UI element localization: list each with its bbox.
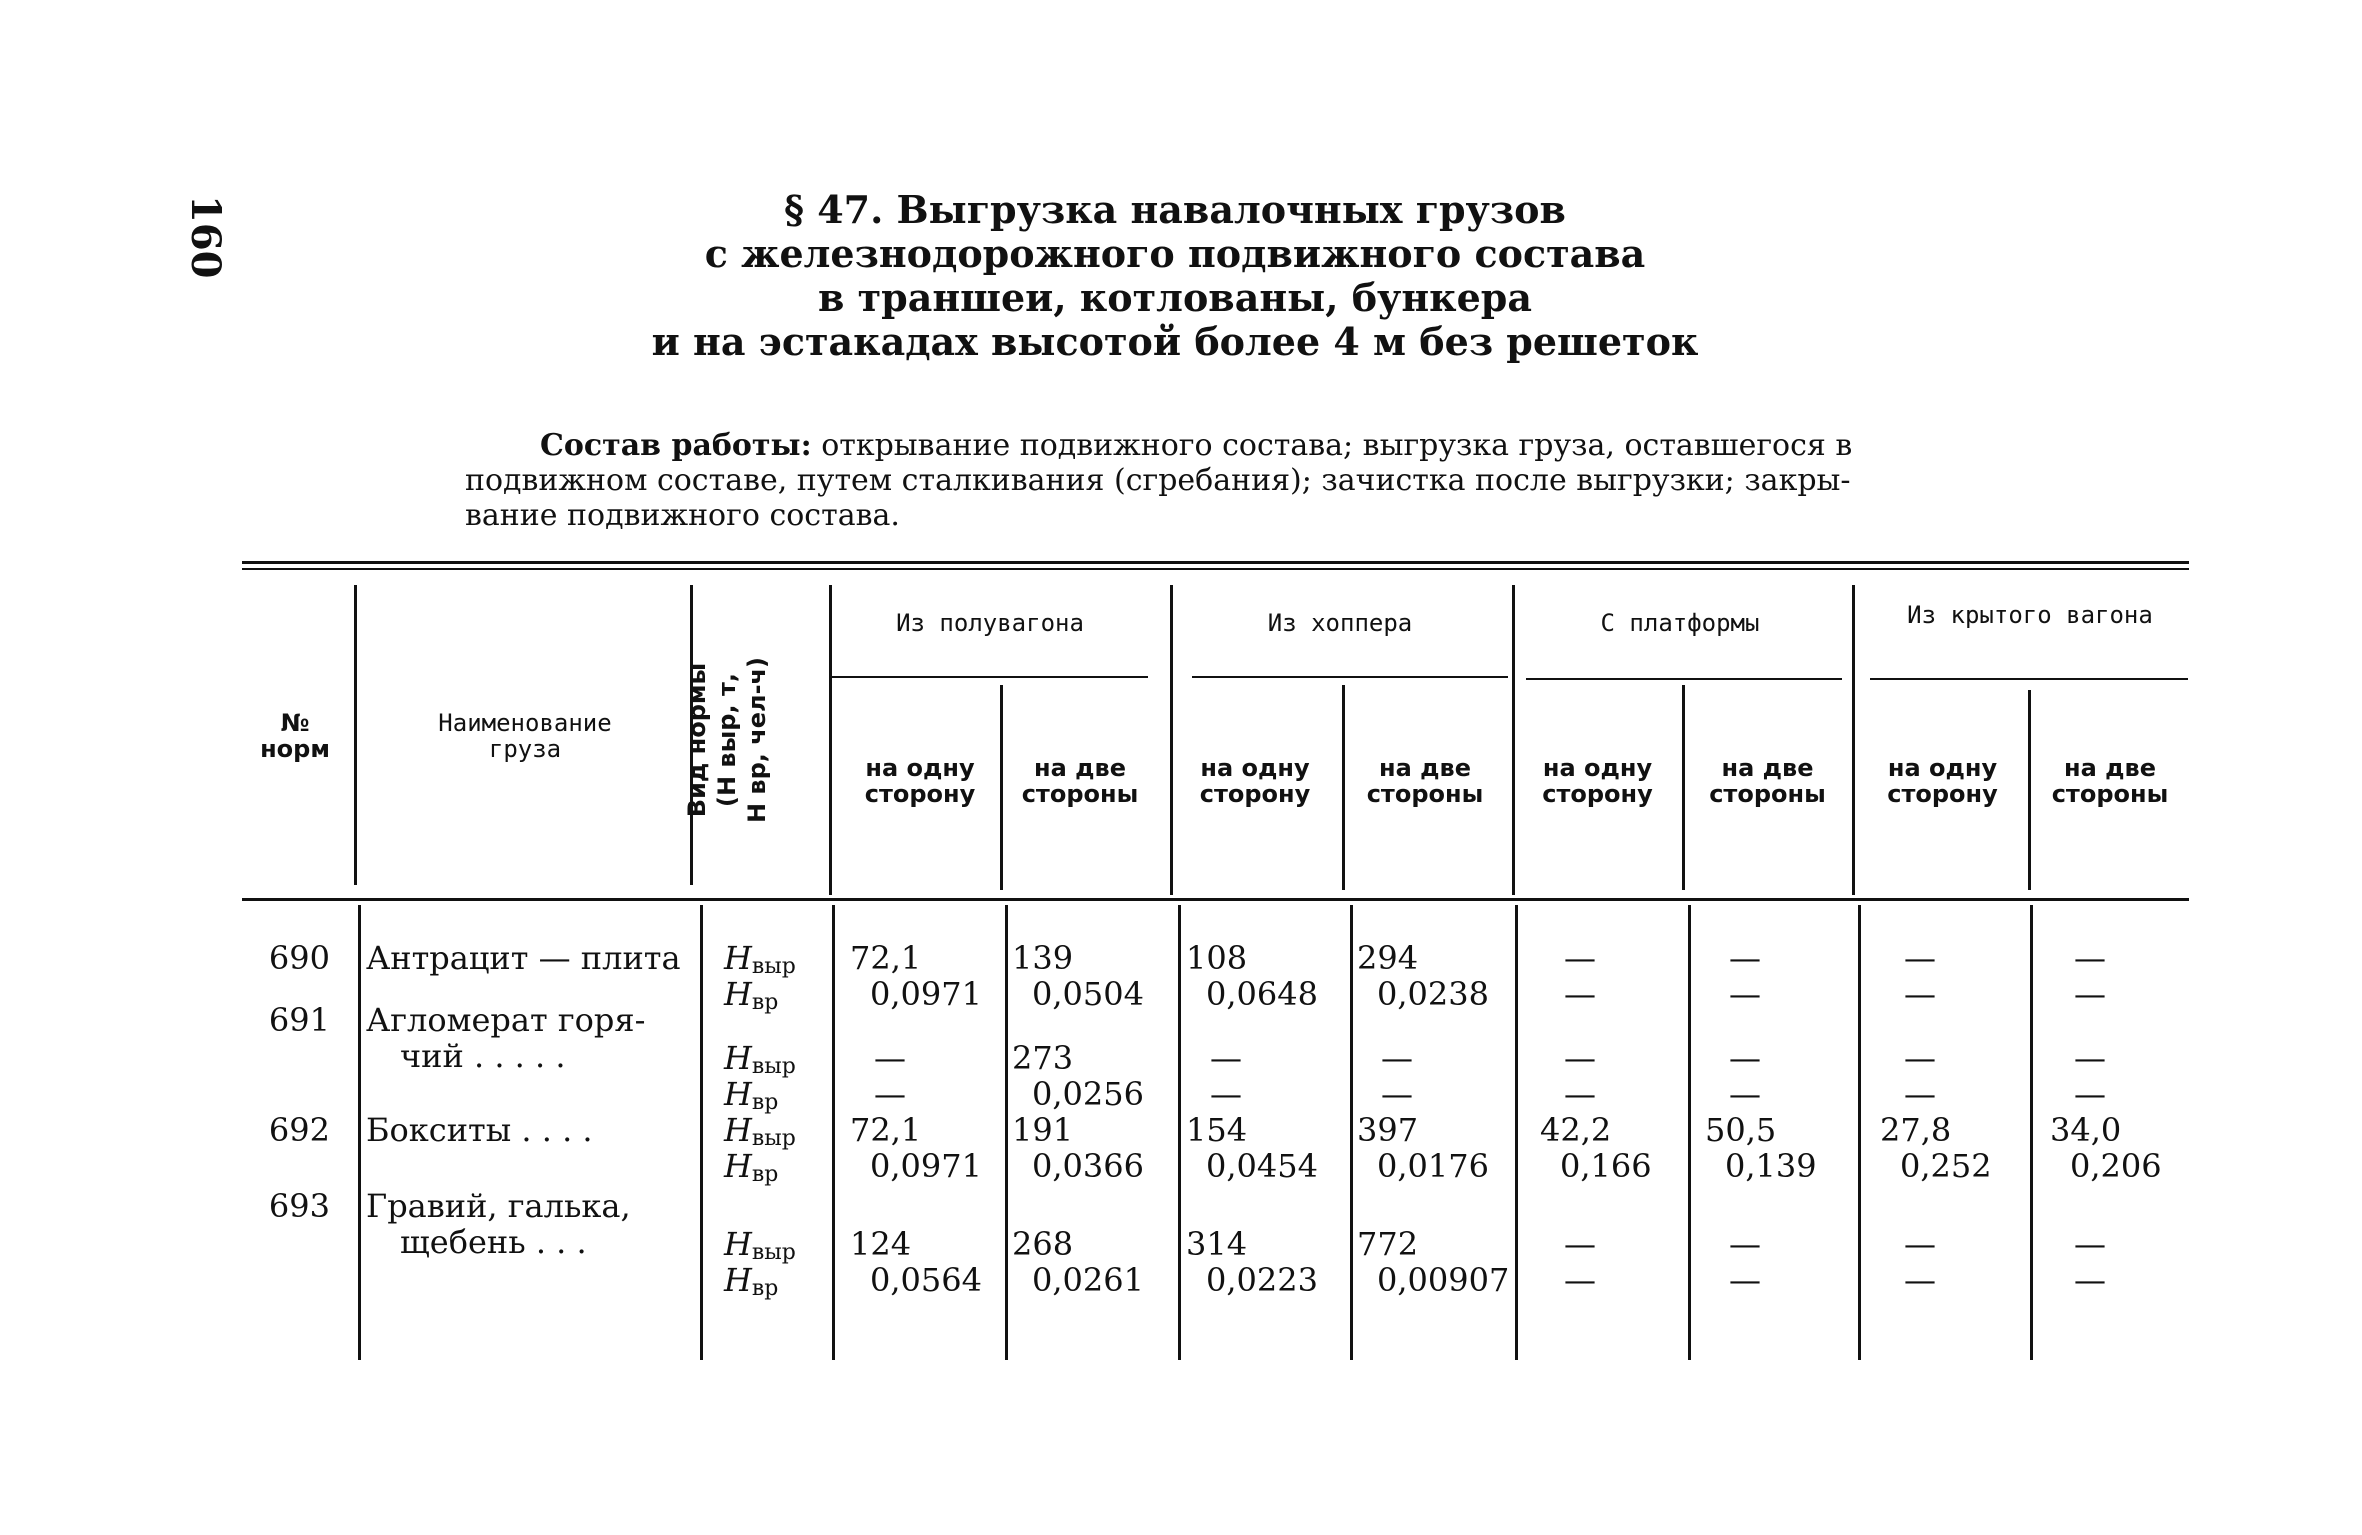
output-value: 191 xyxy=(1012,1111,1074,1149)
norm-kind-time xyxy=(724,1262,778,1307)
time-value: 0,166 xyxy=(1560,1147,1652,1185)
column-divider xyxy=(2028,690,2031,890)
column-divider xyxy=(1688,905,1691,1360)
norm-kind-line: (Н выр, т, xyxy=(713,673,741,807)
header-two-sides: на две стороны xyxy=(1709,754,1826,808)
time-value: — xyxy=(2074,1075,2106,1113)
norm-kind-output-letter: Н xyxy=(724,1039,752,1077)
time-value: 0,0971 xyxy=(870,1147,982,1185)
output-value: 50,5 xyxy=(1705,1111,1777,1149)
group-rule xyxy=(1870,678,2188,680)
output-value: 34,0 xyxy=(2050,1111,2122,1149)
title-line: § 47. Выгрузка навалочных грузов xyxy=(784,187,1566,232)
header-two-sides: на две стороны xyxy=(1366,754,1484,808)
time-value: 0,0238 xyxy=(1377,975,1489,1013)
work-line xyxy=(465,428,1975,463)
output-value: — xyxy=(2074,1225,2106,1263)
column-divider xyxy=(1682,685,1685,890)
column-divider xyxy=(1342,685,1345,890)
output-value: — xyxy=(1564,1225,1596,1263)
output-value: 72,1 xyxy=(850,939,922,977)
column-divider xyxy=(1178,905,1181,1360)
header-norm-no: № норм xyxy=(260,709,330,763)
time-value: — xyxy=(874,1075,906,1113)
output-value: — xyxy=(1904,1039,1936,1077)
time-value: — xyxy=(2074,975,2106,1013)
column-divider xyxy=(832,905,835,1360)
column-divider xyxy=(1170,585,1173,895)
work-description xyxy=(465,428,1975,533)
output-value: 42,2 xyxy=(1540,1111,1612,1149)
norm-kind-output-subscript: выр xyxy=(751,1240,796,1265)
time-value: 0,0648 xyxy=(1206,975,1318,1013)
time-value: — xyxy=(1564,1075,1596,1113)
column-divider xyxy=(2030,905,2033,1360)
time-value: — xyxy=(1210,1075,1242,1113)
time-value: — xyxy=(1904,975,1936,1013)
norm-kind-output-subscript: выр xyxy=(751,1126,796,1151)
output-value: — xyxy=(2074,939,2106,977)
header-group-semiwagon: Из полувагона xyxy=(896,609,1084,637)
time-value: 0,0366 xyxy=(1032,1147,1144,1185)
output-value: — xyxy=(1729,939,1761,977)
work-line: вание подвижного состава. xyxy=(465,498,900,533)
time-value: 0,0971 xyxy=(870,975,982,1013)
norm-kind-line: Вид нормы xyxy=(683,662,711,818)
section-title xyxy=(600,188,1750,364)
norm-kind-time-letter: Н xyxy=(724,1075,752,1113)
time-value: — xyxy=(2074,1261,2106,1299)
time-value: — xyxy=(1729,1261,1761,1299)
norm-kind-time xyxy=(724,1148,778,1193)
header-one-side: на одну сторону xyxy=(1199,754,1311,808)
output-value: 397 xyxy=(1357,1111,1419,1149)
output-value: 772 xyxy=(1357,1225,1419,1263)
norm-kind-time xyxy=(724,976,778,1021)
group-rule xyxy=(832,676,1148,678)
norm-number: 693 xyxy=(268,1187,330,1225)
output-value: 154 xyxy=(1186,1111,1248,1149)
cargo-name: Антрацит — плита xyxy=(366,939,681,977)
norm-kind-output-letter: Н xyxy=(724,939,752,977)
output-value: 273 xyxy=(1012,1039,1074,1077)
group-rule xyxy=(1526,678,1842,680)
output-value: — xyxy=(1904,939,1936,977)
header-group-platform: С платформы xyxy=(1600,609,1760,637)
header-group-hopper: Из хоппера xyxy=(1267,609,1413,637)
norm-number: 691 xyxy=(268,1001,330,1039)
column-divider xyxy=(1852,585,1855,895)
time-value: 0,0176 xyxy=(1377,1147,1489,1185)
norm-number: 690 xyxy=(268,939,330,977)
header-one-side: на одну сторону xyxy=(1542,754,1653,808)
cargo-name: Бокситы . . . . xyxy=(366,1111,593,1149)
time-value: — xyxy=(1729,1075,1761,1113)
norm-kind-time-subscript: вр xyxy=(751,990,779,1015)
norm-kind-output-subscript: выр xyxy=(751,954,796,979)
work-label: Состав работы: xyxy=(540,428,812,463)
output-value: — xyxy=(874,1039,906,1077)
title-line: и на эстакадах высотой более 4 м без решеток xyxy=(651,319,1699,364)
time-value: — xyxy=(1904,1261,1936,1299)
output-value: — xyxy=(1381,1039,1413,1077)
output-value: — xyxy=(1729,1039,1761,1077)
column-divider xyxy=(829,585,832,895)
work-text: открывание подвижного состава; выгрузка груза, оставшегося в xyxy=(821,428,1853,463)
title-line: в траншеи, котлованы, бункера xyxy=(817,275,1532,320)
group-rule xyxy=(1192,676,1508,678)
output-value: 294 xyxy=(1357,939,1419,977)
column-divider xyxy=(1350,905,1353,1360)
time-value: 0,0223 xyxy=(1206,1261,1318,1299)
header-two-sides: на две стороны xyxy=(1021,754,1139,808)
output-value: 124 xyxy=(850,1225,912,1263)
cargo-name-cont: чий . . . . . xyxy=(400,1037,566,1075)
column-divider xyxy=(354,585,357,885)
page-number: 160 xyxy=(182,195,229,279)
time-value: 0,0454 xyxy=(1206,1147,1318,1185)
time-value: — xyxy=(1564,1261,1596,1299)
output-value: — xyxy=(1564,1039,1596,1077)
output-value: — xyxy=(1904,1225,1936,1263)
time-value: — xyxy=(1564,975,1596,1013)
time-value: 0,0504 xyxy=(1032,975,1144,1013)
time-value: 0,0256 xyxy=(1032,1075,1144,1113)
header-cargo-name: Наименование груза xyxy=(438,709,612,763)
column-divider xyxy=(358,905,361,1360)
table-top-rule xyxy=(242,561,2189,564)
column-divider xyxy=(700,905,703,1360)
output-value: 268 xyxy=(1012,1225,1074,1263)
header-bottom-rule xyxy=(242,898,2189,901)
norm-kind-output-letter: Н xyxy=(724,1225,752,1263)
norm-kind-time-subscript: вр xyxy=(751,1162,779,1187)
output-value: — xyxy=(2074,1039,2106,1077)
time-value: 0,0564 xyxy=(870,1261,982,1299)
norm-kind-output-subscript: выр xyxy=(751,1054,796,1079)
cargo-name: Гравий, галька, xyxy=(366,1187,631,1225)
cargo-name: Агломерат горя- xyxy=(366,1001,646,1039)
work-line: подвижном составе, путем сталкивания (сгребания); зачистка после выгрузки; закры- xyxy=(465,463,1851,498)
output-value: — xyxy=(1210,1039,1242,1077)
norm-kind-time-letter: Н xyxy=(724,1147,752,1185)
title-line: с железнодорожного подвижного состава xyxy=(704,231,1646,276)
norm-kind-time-subscript: вр xyxy=(751,1090,779,1115)
header-norm-kind xyxy=(682,610,802,870)
table-top-rule-thin xyxy=(242,568,2189,570)
output-value: 108 xyxy=(1186,939,1248,977)
norm-kind-line: Н вр, чел-ч) xyxy=(743,656,771,824)
time-value: — xyxy=(1381,1075,1413,1113)
header-one-side: на одну сторону xyxy=(1887,754,1998,808)
header-group-covered: Из крытого вагона xyxy=(1907,601,2153,629)
column-divider xyxy=(1000,685,1003,890)
time-value: — xyxy=(1904,1075,1936,1113)
output-value: — xyxy=(1729,1225,1761,1263)
column-divider xyxy=(1858,905,1861,1360)
column-divider xyxy=(1515,905,1518,1360)
time-value: 0,139 xyxy=(1725,1147,1817,1185)
output-value: 314 xyxy=(1186,1225,1248,1263)
header-one-side: на одну сторону xyxy=(864,754,976,808)
output-value: — xyxy=(1564,939,1596,977)
norm-kind-time-letter: Н xyxy=(724,975,752,1013)
header-two-sides: на две стороны xyxy=(2051,754,2169,808)
output-value: 27,8 xyxy=(1880,1111,1952,1149)
time-value: 0,206 xyxy=(2070,1147,2162,1185)
time-value: 0,0261 xyxy=(1032,1261,1144,1299)
cargo-name-cont: щебень . . . xyxy=(400,1223,587,1261)
time-value: — xyxy=(1729,975,1761,1013)
output-value: 139 xyxy=(1012,939,1074,977)
output-value: 72,1 xyxy=(850,1111,922,1149)
time-value: 0,00907 xyxy=(1377,1261,1510,1299)
norm-kind-time-subscript: вр xyxy=(751,1276,779,1301)
column-divider xyxy=(1005,905,1008,1360)
norm-kind-time-letter: Н xyxy=(724,1261,752,1299)
norm-kind-output-letter: Н xyxy=(724,1111,752,1149)
time-value: 0,252 xyxy=(1900,1147,1992,1185)
norm-number: 692 xyxy=(268,1111,330,1149)
